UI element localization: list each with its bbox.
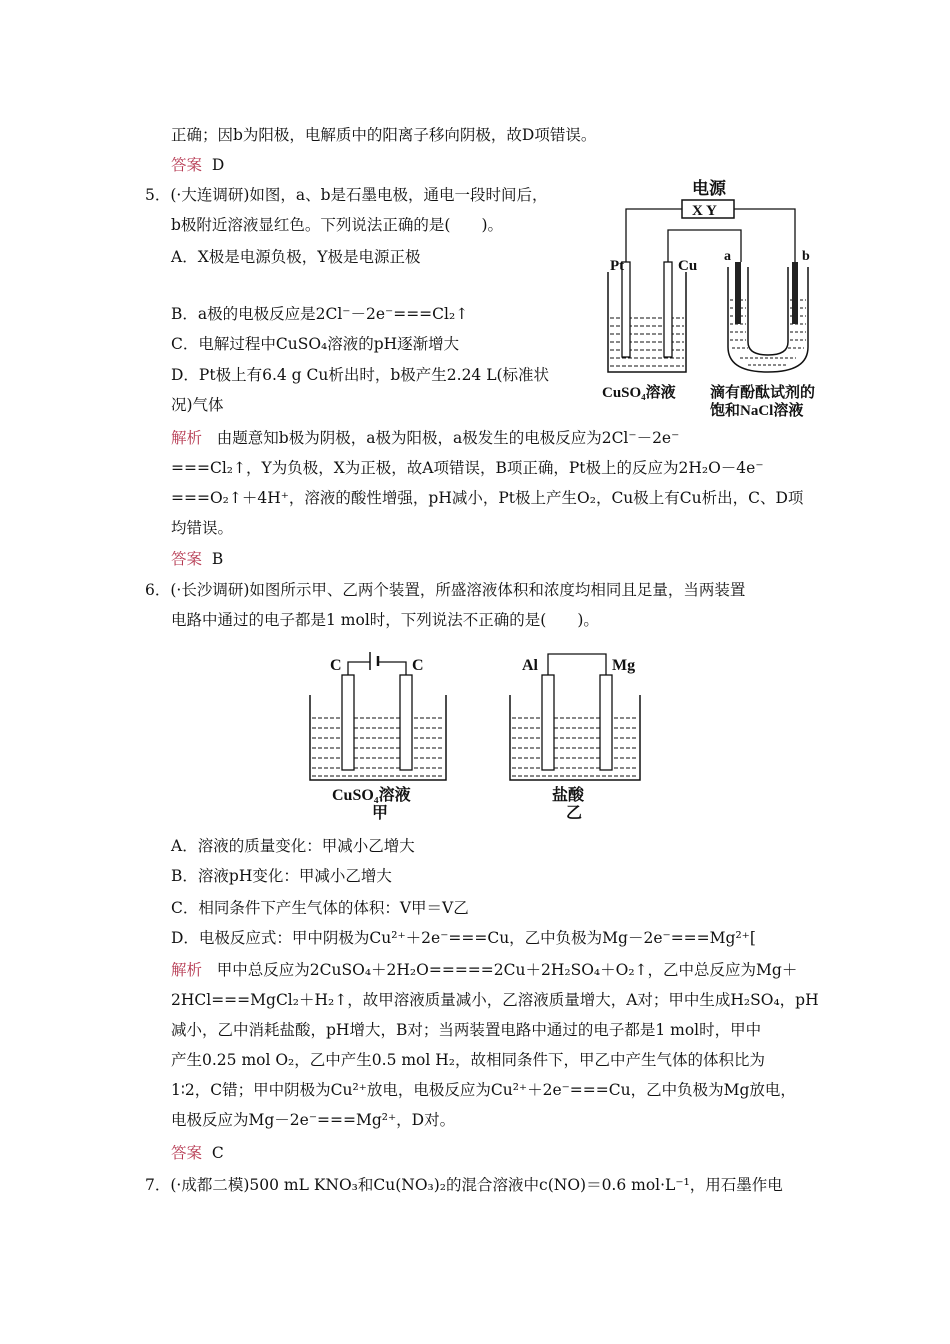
explanation-line: 减小，乙中消耗盐酸，pH增大，B对；当两装置电路中通过的电子都是1 mol时，甲中: [171, 1021, 762, 1039]
explanation-text: 甲中总反应为2CuSO₄＋2H₂O=====2Cu＋2H₂SO₄＋O₂↑，乙中总反应为Mg＋: [216, 961, 798, 979]
figure-label-power: 电源: [692, 179, 726, 198]
figure-label-xy: X Y: [692, 203, 717, 219]
option-d-cont: 况)气体: [171, 396, 224, 414]
answer-line: [171, 1143, 224, 1163]
explanation-line: ===O₂↑＋4H⁺，溶液的酸性增强，pH减小，Pt极上产生O₂，Cu极上有Cu析出，C、D项: [171, 489, 804, 507]
explanation-line: ===Cl₂↑，Y为负极，X为正极，故A项错误，B项正确，Pt极上的反应为2H₂O－4e⁻: [171, 459, 764, 477]
question-5: [145, 185, 548, 205]
cells-figure-q6: [300, 640, 650, 830]
question-stem-line: 电路中通过的电子都是1 mol时，下列说法不正确的是( )。: [171, 611, 599, 629]
explanation-line: 1∶2，C错；甲中阴极为Cu²⁺放电，电极反应为Cu²⁺＋2e⁻===Cu，乙中负极为Mg放电，: [171, 1081, 796, 1099]
caption-jia: 甲: [372, 805, 389, 822]
option-c: C．相同条件下产生气体的体积：V甲＝V乙: [171, 899, 469, 917]
question-stem: (·大连调研)如图，a、b是石墨电极，通电一段时间后，: [170, 186, 548, 204]
graphite-electrode-b: [792, 262, 798, 324]
label-al: Al: [522, 657, 538, 674]
label-c-right: C: [412, 657, 424, 674]
label-b: b: [802, 249, 810, 264]
graphite-electrode-a: [735, 262, 741, 324]
option-d: D．Pt极上有6.4 g Cu析出时，b极产生2.24 L(标准状: [171, 366, 550, 384]
beaker: [608, 272, 686, 372]
caption-hcl: 盐酸: [552, 787, 585, 804]
explanation-line: 均错误。: [171, 519, 234, 537]
label-pt: Pt: [610, 258, 625, 274]
question-stem: (·长沙调研)如图所示甲、乙两个装置，所盛溶液体积和浓度均相同且足量，当两装置: [170, 581, 746, 599]
answer-line: [171, 155, 224, 175]
cell-yi: [510, 654, 640, 822]
answer-value: B: [211, 550, 224, 568]
answer-value: D: [211, 156, 225, 174]
question-stem-line: b极附近溶液显红色。下列说法正确的是( )。: [171, 216, 504, 234]
option-c: C．电解过程中CuSO₄溶液的pH逐渐增大: [171, 335, 460, 353]
option-a: A．X极是电源负极，Y极是电源正极: [171, 248, 421, 266]
label-c-left: C: [330, 657, 342, 674]
option-b: B．a极的电极反应是2Cl⁻－2e⁻===Cl₂↑: [171, 305, 469, 323]
caption-nacl-1: 滴有酚酞试剂的: [710, 385, 816, 401]
caption-yi: 乙: [566, 805, 583, 822]
explanation-label: 解析: [171, 429, 203, 447]
option-b: B．溶液pH变化：甲减小乙增大: [171, 867, 392, 885]
label-cu: Cu: [678, 258, 698, 274]
option-d: D．电极反应式：甲中阴极为Cu²⁺＋2e⁻===Cu，乙中负极为Mg－2e⁻===Mg²⁺[: [171, 929, 756, 947]
explanation-line: [171, 960, 797, 980]
explanation-line: 2HCl===MgCl₂＋H₂↑，故甲溶液质量减小，乙溶液质量增大，A对；甲中生成H₂SO₄，pH: [171, 991, 819, 1009]
answer-label: 答案: [171, 156, 203, 174]
explanation-text: 由题意知b极为阴极，a极为阳极，a极发生的电极反应为2Cl⁻－2e⁻: [216, 429, 680, 447]
answer-label: 答案: [171, 1144, 203, 1162]
label-a: a: [724, 249, 731, 264]
answer-label: 答案: [171, 550, 203, 568]
explanation-label: 解析: [171, 961, 203, 979]
cell-jia: [310, 652, 446, 822]
question-number: 6．: [145, 581, 171, 599]
option-a: A．溶液的质量变化：甲减小乙增大: [171, 837, 415, 855]
question-7: [145, 1175, 783, 1195]
question-number: 5．: [145, 186, 171, 204]
answer-value: C: [211, 1144, 224, 1162]
explanation-line: [171, 428, 679, 448]
answer-line: [171, 549, 223, 569]
cu-electrode: [664, 262, 672, 357]
explanation-line: 电极反应为Mg－2e⁻===Mg²⁺，D对。: [171, 1111, 456, 1129]
pt-electrode: [622, 262, 630, 357]
question-6: [145, 580, 745, 600]
caption-nacl-2: 饱和NaCl溶液: [710, 403, 804, 419]
question-stem: (·成都二模)500 mL KNO₃和Cu(NO₃)₂的混合溶液中c(NO)＝0.6 mol·L⁻¹，用石墨作电: [170, 1176, 783, 1194]
explanation-line: 产生0.25 mol O₂，乙中产生0.5 mol H₂，故相同条件下，甲乙中产生气体的体积比为: [171, 1051, 765, 1069]
text-line: 正确；因b为阳极，电解质中的阳离子移向阴极，故D项错误。: [171, 126, 597, 144]
caption-cuso4: CuSO₄溶液: [332, 787, 411, 804]
caption-cuso4: CuSO₄溶液: [602, 385, 676, 401]
label-mg: Mg: [612, 657, 636, 674]
question-number: 7．: [145, 1176, 171, 1194]
electrolysis-figure-q5: [598, 172, 848, 422]
